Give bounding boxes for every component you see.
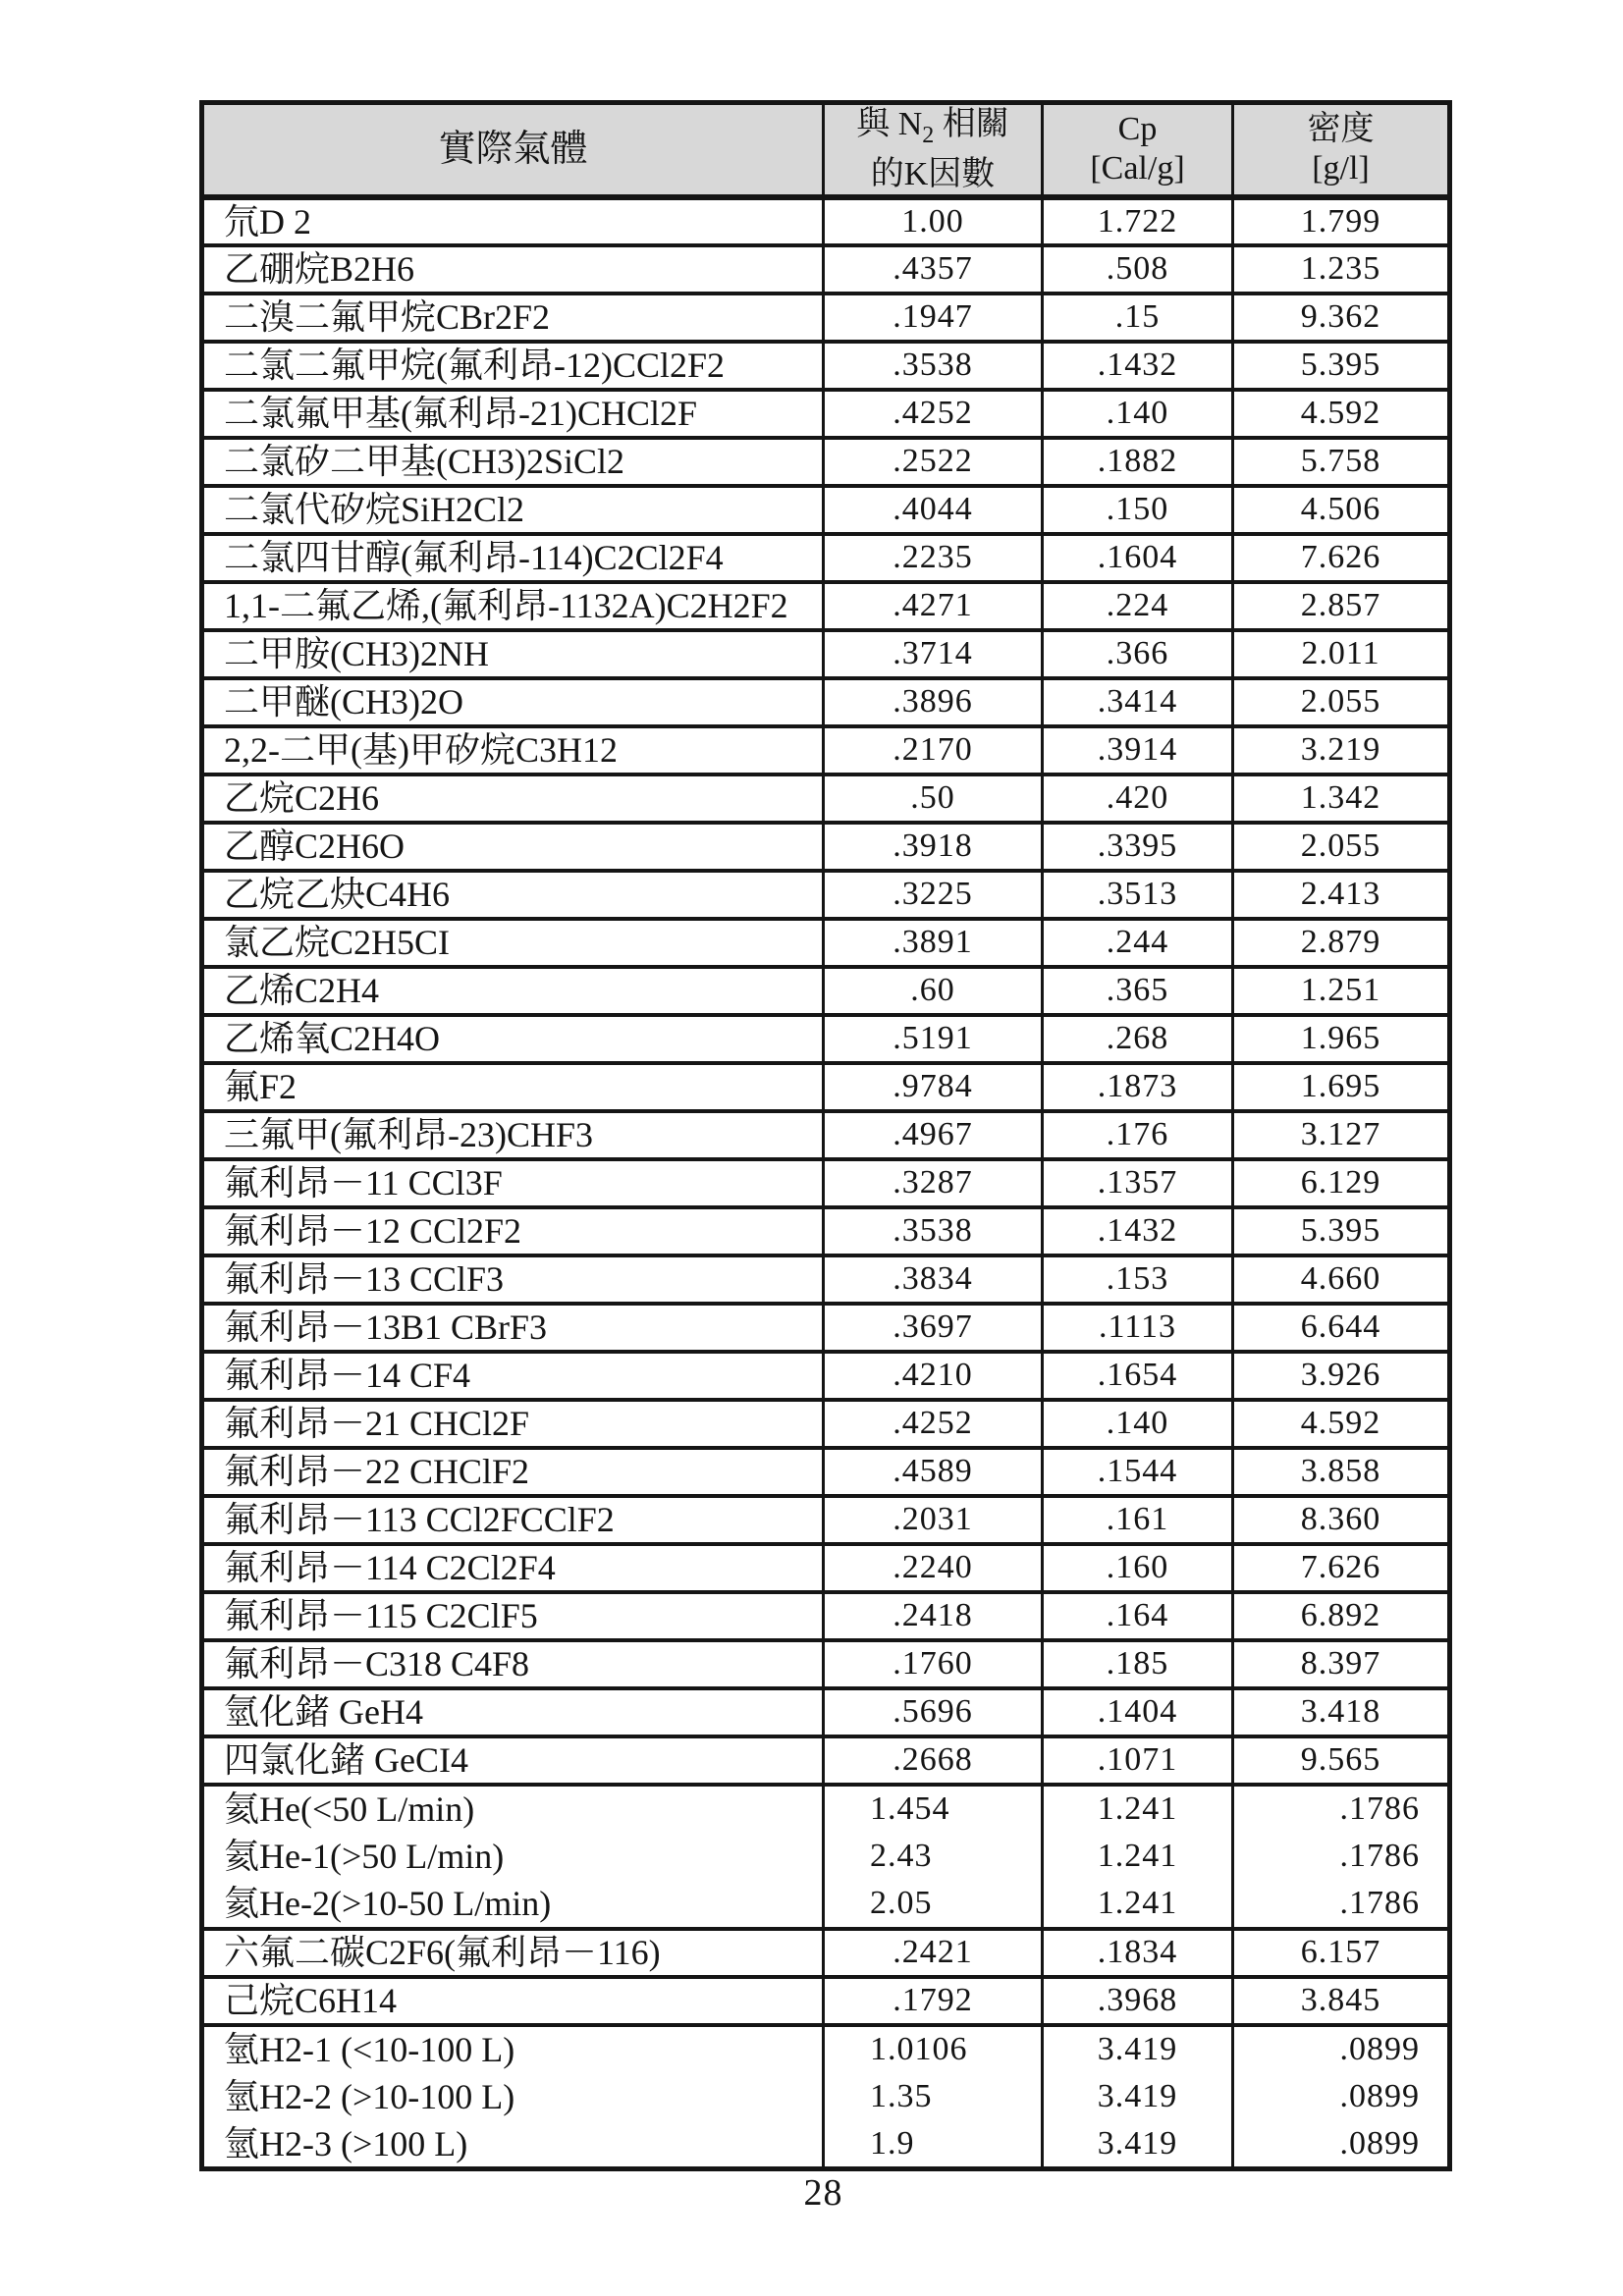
cell-cp: .366 [1043,630,1233,678]
table-row [202,871,1450,919]
cell-name: 二氯代矽烷SiH2Cl2 [202,486,824,534]
cell-cp: 3.419 [1043,2025,1233,2073]
cell-k: .1792 [824,1977,1043,2025]
header-cp [1043,103,1233,197]
table-row [202,1063,1450,1111]
table-row [202,2025,1450,2073]
cell-cp: .3968 [1043,1977,1233,2025]
cell-density: 8.360 [1233,1496,1450,1544]
cell-name: 乙烷C2H6 [202,774,824,823]
cell-k: .4357 [824,245,1043,294]
cell-name: 氟利昂－C318 C4F8 [202,1640,824,1688]
table-row [202,2073,1450,2121]
cell-cp: .164 [1043,1592,1233,1640]
cell-k: .60 [824,967,1043,1015]
cell-k: .4967 [824,1111,1043,1159]
cell-name: 己烷C6H14 [202,1977,824,2025]
cell-name: 乙烯C2H4 [202,967,824,1015]
cell-name: 六氟二碳C2F6(氟利昂－116) [202,1929,824,1977]
cell-name: 氟利昂－115 C2ClF5 [202,1592,824,1640]
cell-name: 氦He(<50 L/min) [202,1785,824,1833]
table-row [202,438,1450,486]
table-row [202,1448,1450,1496]
cell-cp: 1.241 [1043,1881,1233,1929]
table-row [202,774,1450,823]
cell-density: 3.926 [1233,1352,1450,1400]
cell-k: .3538 [824,342,1043,390]
table-row [202,534,1450,582]
table-row [202,1688,1450,1736]
cell-density: 1.695 [1233,1063,1450,1111]
cell-k: .4252 [824,390,1043,438]
cell-density: 7.626 [1233,534,1450,582]
gas-properties-table [199,100,1452,2171]
cell-density: 2.055 [1233,823,1450,871]
cell-name: 三氟甲(氟利昂-23)CHF3 [202,1111,824,1159]
cell-name: 乙醇C2H6O [202,823,824,871]
cell-cp: .150 [1043,486,1233,534]
table-row [202,1496,1450,1544]
cell-cp: .1357 [1043,1159,1233,1207]
cell-k: .2522 [824,438,1043,486]
cell-cp: .420 [1043,774,1233,823]
cell-name: 1,1-二氟乙烯,(氟利昂-1132A)C2H2F2 [202,582,824,630]
header-cp-line1: Cp [1117,111,1158,148]
cell-name: 氫H2-3 (>100 L) [202,2121,824,2169]
cell-density: 2.857 [1233,582,1450,630]
cell-k: .1760 [824,1640,1043,1688]
page-number: 28 [803,2172,843,2214]
table-row [202,1544,1450,1592]
table-row [202,967,1450,1015]
cell-name: 2,2-二甲(基)甲矽烷C3H12 [202,726,824,774]
cell-name: 氦He-1(>50 L/min) [202,1833,824,1881]
table-row [202,823,1450,871]
cell-k: .3834 [824,1255,1043,1304]
cell-name: 乙硼烷B2H6 [202,245,824,294]
cell-k: .9784 [824,1063,1043,1111]
cell-cp: .161 [1043,1496,1233,1544]
cell-density: 5.395 [1233,1207,1450,1255]
table-row [202,1833,1450,1881]
cell-cp: .1071 [1043,1736,1233,1785]
cell-name: 乙烯氧C2H4O [202,1015,824,1063]
cell-density: 3.845 [1233,1977,1450,2025]
cell-cp: .3414 [1043,678,1233,726]
cell-k: .4210 [824,1352,1043,1400]
cell-density: 4.506 [1233,486,1450,534]
cell-name: 氘D 2 [202,197,824,245]
cell-k: 1.00 [824,197,1043,245]
cell-name: 氯乙烷C2H5CI [202,919,824,967]
cell-cp: 1.241 [1043,1785,1233,1833]
cell-cp: .1113 [1043,1304,1233,1352]
cell-cp: .1834 [1043,1929,1233,1977]
cell-name: 氫H2-1 (<10-100 L) [202,2025,824,2073]
table-row [202,1207,1450,1255]
cell-density: 2.011 [1233,630,1450,678]
cell-name: 氟F2 [202,1063,824,1111]
cell-density: 5.758 [1233,438,1450,486]
cell-k: .3714 [824,630,1043,678]
table-row [202,582,1450,630]
cell-density: 4.660 [1233,1255,1450,1304]
cell-density: .1786 [1233,1833,1450,1881]
cell-k: .4252 [824,1400,1043,1448]
cell-name: 氟利昂－13 CClF3 [202,1255,824,1304]
header-k-factor-line2: 的K因數 [870,155,996,192]
header-cp-line2: [Cal/g] [1090,150,1185,187]
cell-k: .2031 [824,1496,1043,1544]
table-row [202,1352,1450,1400]
cell-k: .3891 [824,919,1043,967]
cell-name: 氟利昂－11 CCl3F [202,1159,824,1207]
cell-k: .4589 [824,1448,1043,1496]
cell-density: 6.157 [1233,1929,1450,1977]
cell-name: 氟利昂－13B1 CBrF3 [202,1304,824,1352]
cell-name: 二氯氟甲基(氟利昂-21)CHCl2F [202,390,824,438]
cell-k: .3697 [824,1304,1043,1352]
cell-name: 氟利昂－22 CHClF2 [202,1448,824,1496]
cell-cp: .1654 [1043,1352,1233,1400]
header-actual-gas-label: 實際氣體 [438,129,588,171]
table-row [202,1015,1450,1063]
n2-subscript: 2 [922,122,935,148]
cell-k: .2240 [824,1544,1043,1592]
cell-density: 1.251 [1233,967,1450,1015]
cell-density: 2.879 [1233,919,1450,967]
cell-density: 3.127 [1233,1111,1450,1159]
cell-k: 1.0106 [824,2025,1043,2073]
cell-density: .1786 [1233,1785,1450,1833]
cell-cp: .1404 [1043,1688,1233,1736]
table-row [202,1640,1450,1688]
table-row [202,1159,1450,1207]
cell-density: 1.799 [1233,197,1450,245]
cell-k: .5696 [824,1688,1043,1736]
header-density-line2: [g/l] [1312,150,1370,187]
table-row [202,1304,1450,1352]
header-k-factor [824,103,1043,197]
table-row [202,1977,1450,2025]
cell-cp: .153 [1043,1255,1233,1304]
table-row [202,919,1450,967]
cell-density: 8.397 [1233,1640,1450,1688]
cell-density: 3.219 [1233,726,1450,774]
cell-density: 9.362 [1233,294,1450,342]
cell-density: 4.592 [1233,1400,1450,1448]
cell-k: .2418 [824,1592,1043,1640]
cell-cp: .3395 [1043,823,1233,871]
cell-k: 1.454 [824,1785,1043,1833]
cell-cp: .160 [1043,1544,1233,1592]
table-row [202,1929,1450,1977]
cell-cp: .3914 [1043,726,1233,774]
table-row [202,245,1450,294]
gas-table-body [202,197,1450,2169]
cell-cp: 1.722 [1043,197,1233,245]
table-row [202,2121,1450,2169]
header-k-factor-line1: 與 $N_2$ 相關 [856,106,1009,148]
table-row [202,1111,1450,1159]
cell-cp: .140 [1043,1400,1233,1448]
cell-density: 3.858 [1233,1448,1450,1496]
cell-cp: .1432 [1043,1207,1233,1255]
table-row [202,1592,1450,1640]
cell-k: 2.43 [824,1833,1043,1881]
cell-k: .4271 [824,582,1043,630]
cell-density: 5.395 [1233,342,1450,390]
table-row [202,630,1450,678]
header-row [202,103,1450,197]
cell-cp: 1.241 [1043,1833,1233,1881]
cell-name: 二甲胺(CH3)2NH [202,630,824,678]
cell-k: .1947 [824,294,1043,342]
cell-cp: .3513 [1043,871,1233,919]
table-row [202,294,1450,342]
gas-properties-table-container [199,100,1452,2171]
cell-k: .2421 [824,1929,1043,1977]
cell-k: .2235 [824,534,1043,582]
cell-density: 6.892 [1233,1592,1450,1640]
cell-name: 二溴二氟甲烷CBr2F2 [202,294,824,342]
cell-density: 9.565 [1233,1736,1450,1785]
table-row [202,197,1450,245]
table-row [202,726,1450,774]
cell-name: 氟利昂－12 CCl2F2 [202,1207,824,1255]
cell-density: .0899 [1233,2025,1450,2073]
cell-density: 7.626 [1233,1544,1450,1592]
cell-name: 氫H2-2 (>10-100 L) [202,2073,824,2121]
cell-density: 3.418 [1233,1688,1450,1736]
cell-cp: .508 [1043,245,1233,294]
cell-cp: .1882 [1043,438,1233,486]
table-row [202,678,1450,726]
table-row [202,1400,1450,1448]
cell-name: 乙烷乙炔C4H6 [202,871,824,919]
cell-cp: .268 [1043,1015,1233,1063]
cell-name: 氟利昂－114 C2Cl2F4 [202,1544,824,1592]
cell-density: 6.644 [1233,1304,1450,1352]
table-row [202,1785,1450,1833]
cell-name: 氟利昂－113 CCl2FCClF2 [202,1496,824,1544]
cell-cp: .15 [1043,294,1233,342]
cell-k: 1.9 [824,2121,1043,2169]
cell-cp: .224 [1043,582,1233,630]
table-row [202,342,1450,390]
cell-density: .0899 [1233,2121,1450,2169]
cell-cp: .185 [1043,1640,1233,1688]
cell-density: 4.592 [1233,390,1450,438]
cell-k: .5191 [824,1015,1043,1063]
cell-density: 1.965 [1233,1015,1450,1063]
cell-name: 氟利昂－14 CF4 [202,1352,824,1400]
cell-k: .3287 [824,1159,1043,1207]
cell-name: 氟利昂－21 CHCl2F [202,1400,824,1448]
cell-k: .3918 [824,823,1043,871]
cell-cp: .1544 [1043,1448,1233,1496]
cell-cp: .140 [1043,390,1233,438]
cell-density: 2.413 [1233,871,1450,919]
cell-name: 四氯化鍺 GeCI4 [202,1736,824,1785]
cell-cp: 3.419 [1043,2073,1233,2121]
cell-name: 二氯二氟甲烷(氟利昂-12)CCl2F2 [202,342,824,390]
table-row [202,1255,1450,1304]
cell-name: 二甲醚(CH3)2O [202,678,824,726]
table-row [202,390,1450,438]
cell-density: .0899 [1233,2073,1450,2121]
cell-k: .50 [824,774,1043,823]
cell-density: .1786 [1233,1881,1450,1929]
cell-k: .2170 [824,726,1043,774]
header-actual-gas [202,103,824,197]
cell-cp: .365 [1043,967,1233,1015]
cell-cp: .244 [1043,919,1233,967]
cell-cp: .1604 [1043,534,1233,582]
cell-name: 氦He-2(>10-50 L/min) [202,1881,824,1929]
cell-cp: .1873 [1043,1063,1233,1111]
cell-name: 二氯四甘醇(氟利昂-114)C2Cl2F4 [202,534,824,582]
cell-k: .3225 [824,871,1043,919]
cell-density: 6.129 [1233,1159,1450,1207]
cell-k: 2.05 [824,1881,1043,1929]
cell-cp: .1432 [1043,342,1233,390]
header-density-line1: 密度 [1307,111,1375,148]
table-row [202,486,1450,534]
header-density [1233,103,1450,197]
cell-k: .3538 [824,1207,1043,1255]
cell-name: 二氯矽二甲基(CH3)2SiCl2 [202,438,824,486]
cell-k: .2668 [824,1736,1043,1785]
cell-density: 2.055 [1233,678,1450,726]
cell-k: .4044 [824,486,1043,534]
table-row [202,1736,1450,1785]
cell-k: .3896 [824,678,1043,726]
table-header [202,103,1450,197]
table-row [202,1881,1450,1929]
cell-k: 1.35 [824,2073,1043,2121]
cell-density: 1.342 [1233,774,1450,823]
cell-cp: .176 [1043,1111,1233,1159]
cell-name: 氫化鍺 GeH4 [202,1688,824,1736]
cell-cp: 3.419 [1043,2121,1233,2169]
cell-density: 1.235 [1233,245,1450,294]
